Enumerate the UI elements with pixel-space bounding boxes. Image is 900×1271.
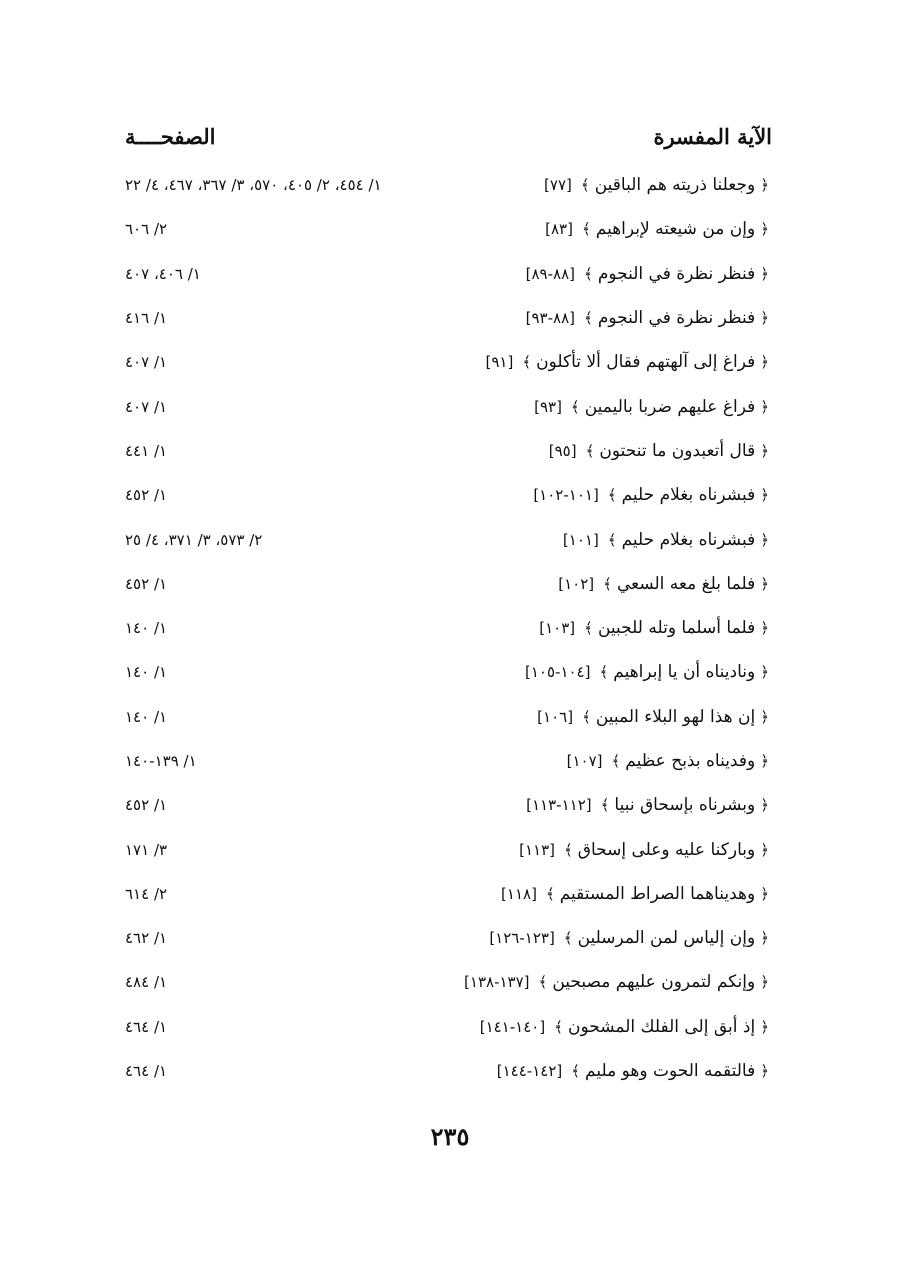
- page-references: ١/ ٤٦٤: [125, 1017, 168, 1036]
- open-bracket-ornament: ﴿: [760, 309, 769, 328]
- verse-text: قال أتعبدون ما تنحتون: [599, 440, 756, 461]
- page-references: ١/ ٤٥٢: [125, 796, 168, 815]
- verse-entry: [526, 264, 772, 284]
- verse-text: فراغ إلى آلهتهم فقال ألا تأكلون: [536, 352, 756, 373]
- open-bracket-ornament: ﴿: [760, 619, 769, 638]
- close-bracket-ornament: ﴾: [585, 441, 595, 460]
- verse-number: [١٠٢]: [558, 574, 595, 593]
- index-row: [125, 606, 772, 650]
- open-bracket-ornament: ﴿: [760, 929, 769, 948]
- verse-entry: [464, 972, 772, 992]
- close-bracket-ornament: ﴾: [607, 486, 617, 505]
- index-row: [125, 916, 772, 960]
- verse-entry: [501, 884, 772, 904]
- verse-number: [٩٣]: [534, 397, 562, 416]
- verse-entry: [497, 1061, 772, 1081]
- page-references: ١/ ١٣٩-١٤٠: [125, 752, 197, 770]
- page-references: ٢/ ٦١٤: [125, 884, 168, 903]
- close-bracket-ornament: ﴾: [581, 220, 591, 239]
- open-bracket-ornament: ﴿: [760, 1017, 769, 1036]
- verse-number: [٩١]: [485, 353, 514, 372]
- verse-number: [١٤٢-١٤٤]: [496, 1062, 563, 1081]
- verse-number: [١٠١-١٠٢]: [533, 486, 599, 505]
- verse-text: وناديناه أن يا إبراهيم: [613, 662, 756, 683]
- verse-index-list: [125, 163, 772, 1093]
- verse-text: وباركنا عليه وعلى إسحاق: [577, 839, 756, 860]
- index-row: [125, 429, 772, 473]
- page-references: ١/ ٤٠٧: [125, 397, 168, 416]
- close-bracket-ornament: ﴾: [607, 530, 617, 549]
- close-bracket-ornament: ﴾: [599, 663, 609, 682]
- close-bracket-ornament: ﴾: [584, 619, 593, 638]
- verse-text: فلما بلغ معه السعي: [616, 573, 756, 594]
- close-bracket-ornament: ﴾: [584, 309, 593, 328]
- verse-entry: [519, 840, 772, 860]
- page-references: ١/ ١٤٠: [125, 707, 168, 726]
- verse-entry: [534, 397, 772, 417]
- open-bracket-ornament: ﴿: [760, 752, 769, 770]
- index-row: [125, 252, 772, 296]
- verse-number: [١٣٧-١٣٨]: [464, 973, 530, 992]
- verse-text: فنظر نظرة في النجوم: [597, 263, 756, 284]
- verse-entry: [480, 1017, 772, 1037]
- close-bracket-ornament: ﴾: [571, 1062, 581, 1081]
- open-bracket-ornament: ﴿: [760, 353, 769, 372]
- page-references: ١/ ٤٦٤: [125, 1062, 168, 1081]
- verse-text: وإنكم لتمرون عليهم مصبحين: [552, 972, 756, 993]
- open-bracket-ornament: ﴿: [760, 663, 769, 682]
- open-bracket-ornament: ﴿: [760, 176, 769, 195]
- open-bracket-ornament: ﴿: [760, 574, 769, 593]
- close-bracket-ornament: ﴾: [538, 973, 548, 992]
- verse-entry: [489, 928, 772, 948]
- open-bracket-ornament: ﴿: [760, 884, 769, 903]
- index-row: [125, 783, 772, 827]
- verse-number: [١٢٣-١٢٦]: [489, 929, 555, 948]
- index-row: [125, 1049, 772, 1093]
- verse-number: [١٠٣]: [539, 619, 576, 638]
- close-bracket-ornament: ﴾: [554, 1017, 563, 1036]
- verse-number: [١٤٠-١٤١]: [479, 1017, 546, 1036]
- open-bracket-ornament: ﴿: [760, 220, 769, 239]
- verse-entry: [539, 618, 772, 638]
- open-bracket-ornament: ﴿: [760, 441, 769, 460]
- verse-number: [١٠١]: [562, 530, 599, 549]
- verse-text: وهديناهما الصراط المستقيم: [559, 883, 756, 904]
- verse-number: [١٠٤-١٠٥]: [524, 663, 591, 682]
- verse-number: [٨٨-٨٩]: [525, 264, 576, 283]
- verse-text: فبشرناه بغلام حليم: [621, 485, 756, 506]
- index-row: [125, 960, 772, 1004]
- close-bracket-ornament: ﴾: [584, 264, 593, 283]
- verse-column-heading: الآية المفسرة: [653, 123, 772, 149]
- page-references: ١/ ٤٥٤، ٢/ ٤٠٥، ٥٧٠، ٣/ ٣٦٧، ٤٦٧، ٤/ ٢٢: [125, 176, 382, 195]
- verse-text: وإن إلياس لمن المرسلين: [577, 928, 756, 949]
- index-row: [125, 163, 772, 207]
- close-bracket-ornament: ﴾: [603, 574, 612, 593]
- verse-entry: [558, 574, 772, 594]
- page-references: ١/ ٤٨٤: [125, 973, 168, 992]
- verse-text: وإن من شيعته لإبراهيم: [595, 219, 756, 240]
- page-number: ٢٣٥: [430, 1122, 470, 1151]
- page-references: ١/ ٤٠٦، ٤٠٧: [125, 264, 201, 283]
- index-row: [125, 827, 772, 871]
- index-row: [125, 872, 772, 916]
- page-references: ١/ ١٤٠: [125, 663, 168, 682]
- verse-entry: [526, 308, 772, 328]
- page-references: ٣/ ١٧١: [125, 840, 168, 859]
- verse-number: [١١٢-١١٣]: [526, 796, 592, 815]
- verse-entry: [544, 175, 772, 195]
- verse-number: [١١٣]: [519, 840, 555, 859]
- close-bracket-ornament: ﴾: [563, 840, 573, 859]
- verse-number: [٩٥]: [548, 441, 577, 460]
- index-row: [125, 384, 772, 428]
- open-bracket-ornament: ﴿: [760, 796, 769, 815]
- verse-number: [٨٨-٩٣]: [525, 309, 576, 328]
- verse-number: [١٠٧]: [566, 752, 603, 770]
- page-references: ١/ ٤١٦: [125, 309, 168, 328]
- index-row: [125, 1005, 772, 1049]
- verse-entry: [526, 795, 772, 815]
- verse-text: وبشرناه بإسحاق نبيا: [614, 795, 756, 816]
- open-bracket-ornament: ﴿: [760, 397, 769, 416]
- page-references: ١/ ٤٥٢: [125, 486, 168, 505]
- index-row: [125, 650, 772, 694]
- verse-entry: [545, 219, 772, 239]
- open-bracket-ornament: ﴿: [760, 973, 769, 992]
- open-bracket-ornament: ﴿: [760, 264, 769, 283]
- verse-number: [١٠٦]: [537, 707, 574, 726]
- close-bracket-ornament: ﴾: [611, 752, 621, 770]
- verse-number: [١١٨]: [501, 884, 537, 903]
- verse-text: وجعلنا ذريته هم الباقين: [594, 175, 756, 196]
- open-bracket-ornament: ﴿: [760, 707, 769, 726]
- page-references: ٢/ ٥٧٣، ٣/ ٣٧١، ٤/ ٢٥: [125, 530, 263, 549]
- verse-text: فالتقمه الحوت وهو مليم: [585, 1061, 756, 1082]
- open-bracket-ornament: ﴿: [760, 530, 769, 549]
- index-row: [125, 517, 772, 561]
- verse-entry: [486, 352, 773, 372]
- index-row: [125, 473, 772, 517]
- close-bracket-ornament: ﴾: [582, 707, 591, 726]
- verse-entry: [533, 485, 772, 505]
- page-references: ٢/ ٦٠٦: [125, 220, 168, 239]
- close-bracket-ornament: ﴾: [545, 884, 555, 903]
- open-bracket-ornament: ﴿: [760, 840, 769, 859]
- verse-text: فراغ عليهم ضربا باليمين: [584, 396, 756, 417]
- table-header: [125, 118, 772, 154]
- close-bracket-ornament: ﴾: [580, 176, 590, 195]
- index-row: [125, 739, 772, 783]
- page-references: ١/ ٤٤١: [125, 441, 168, 460]
- verse-text: فبشرناه بغلام حليم: [621, 529, 756, 550]
- close-bracket-ornament: ﴾: [563, 929, 573, 948]
- open-bracket-ornament: ﴿: [760, 1062, 769, 1081]
- verse-text: فلما أسلما وتله للجبين: [597, 618, 756, 639]
- index-row: [125, 695, 772, 739]
- verse-entry: [563, 530, 772, 550]
- close-bracket-ornament: ﴾: [570, 397, 580, 416]
- page-column-heading: الصفحــــة: [125, 123, 216, 149]
- verse-entry: [525, 662, 772, 682]
- page-references: ١/ ٤٦٢: [125, 929, 168, 948]
- verse-entry: [537, 707, 772, 727]
- index-row: [125, 562, 772, 606]
- page-references: ١/ ١٤٠: [125, 619, 168, 638]
- verse-number: [٨٣]: [545, 220, 573, 239]
- close-bracket-ornament: ﴾: [522, 353, 532, 372]
- verse-text: إذ أبق إلى الفلك المشحون: [567, 1016, 756, 1037]
- close-bracket-ornament: ﴾: [600, 796, 610, 815]
- verse-entry: [549, 441, 772, 461]
- index-row: [125, 340, 772, 384]
- verse-text: وفديناه بذبح عظيم: [625, 751, 756, 771]
- page-references: ١/ ٤٠٧: [125, 353, 168, 372]
- verse-number: [٧٧]: [544, 176, 572, 195]
- verse-text: فنظر نظرة في النجوم: [597, 308, 756, 329]
- open-bracket-ornament: ﴿: [760, 486, 769, 505]
- verse-entry: [567, 751, 772, 771]
- page-references: ١/ ٤٥٢: [125, 574, 168, 593]
- index-row: [125, 207, 772, 251]
- verse-text: إن هذا لهو البلاء المبين: [595, 706, 756, 727]
- index-row: [125, 296, 772, 340]
